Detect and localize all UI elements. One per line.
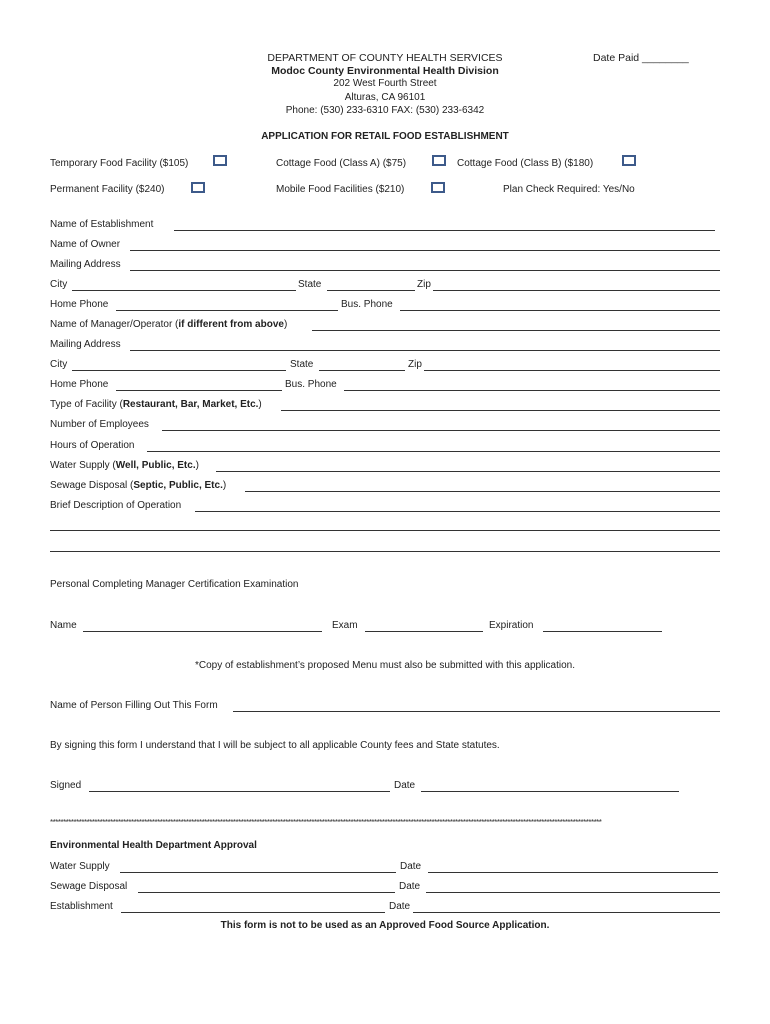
separator-stars: ******************************************************************************************************************************************************************************************************************* <box>50 818 602 827</box>
zip-label: Zip <box>417 279 431 290</box>
cottage-b-checkbox[interactable] <box>622 155 636 166</box>
approval-sewage-field[interactable] <box>138 892 395 893</box>
menu-note: *Copy of establishment’s proposed Menu must also be submitted with this application. <box>194 660 576 671</box>
approval-water-label: Water Supply <box>50 861 110 872</box>
description-label: Brief Description of Operation <box>50 500 182 511</box>
filler-field[interactable] <box>233 711 720 712</box>
form-title: APPLICATION FOR RETAIL FOOD ESTABLISHMENT <box>261 131 509 142</box>
approval-water-field[interactable] <box>120 872 396 873</box>
temporary-checkbox[interactable] <box>213 155 227 166</box>
street-address: 202 West Fourth Street <box>333 78 437 89</box>
cottage-a-label: Cottage Food (Class A) ($75) <box>276 158 407 169</box>
agreement-text: By signing this form I understand that I will be subject to all applicable County fees and State statutes. <box>50 740 500 751</box>
signed-date-field[interactable] <box>421 791 679 792</box>
city2-label: City <box>50 359 68 370</box>
date-paid: Date Paid ________ <box>593 52 689 64</box>
home-phone2-label: Home Phone <box>50 379 109 390</box>
sewage-field[interactable] <box>245 491 720 492</box>
employees-label: Number of Employees <box>50 419 149 430</box>
home-phone-label: Home Phone <box>50 299 109 310</box>
bus-phone-field[interactable] <box>400 310 720 311</box>
state-field[interactable] <box>327 290 415 291</box>
approval-establishment-label: Establishment <box>50 901 113 912</box>
state-label: State <box>298 279 322 290</box>
state2-field[interactable] <box>319 370 405 371</box>
bus-phone2-field[interactable] <box>344 390 720 391</box>
filler-label: Name of Person Filling Out This Form <box>50 700 218 711</box>
zip2-label: Zip <box>408 359 422 370</box>
bus-phone2-label: Bus. Phone <box>285 379 337 390</box>
permanent-label: Permanent Facility ($240) <box>50 184 165 195</box>
cottage-a-checkbox[interactable] <box>432 155 446 166</box>
department-title: DEPARTMENT OF COUNTY HEALTH SERVICES <box>267 52 503 64</box>
description-line-2[interactable] <box>50 530 720 531</box>
establishment-label: Name of Establishment <box>50 219 154 230</box>
home-phone-field[interactable] <box>116 310 338 311</box>
water-field[interactable] <box>216 471 720 472</box>
mobile-label: Mobile Food Facilities ($210) <box>276 184 405 195</box>
approval-establishment-date-label: Date <box>389 901 411 912</box>
hours-field[interactable] <box>147 451 720 452</box>
sewage-label: Sewage Disposal (Septic, Public, Etc.) <box>50 480 227 491</box>
manager-label: Name of Manager/Operator (if different from above) <box>50 319 288 330</box>
approval-sewage-date-field[interactable] <box>426 892 720 893</box>
cottage-b-label: Cottage Food (Class B) ($180) <box>457 158 594 169</box>
description-line-3[interactable] <box>50 551 720 552</box>
zip2-field[interactable] <box>424 370 720 371</box>
approval-heading: Environmental Health Department Approval <box>50 840 257 851</box>
water-label: Water Supply (Well, Public, Etc.) <box>50 460 199 471</box>
approval-establishment-field[interactable] <box>121 912 385 913</box>
approval-sewage-label: Sewage Disposal <box>50 881 128 892</box>
permanent-checkbox[interactable] <box>191 182 205 193</box>
employees-field[interactable] <box>162 430 720 431</box>
cert-expiration-field[interactable] <box>543 631 662 632</box>
facility-type-field[interactable] <box>281 410 720 411</box>
owner-label: Name of Owner <box>50 239 121 250</box>
certification-heading: Personal Completing Manager Certification Examination <box>50 579 299 590</box>
facility-type-label: Type of Facility (Restaurant, Bar, Market, Etc.) <box>50 399 262 410</box>
cert-expiration-label: Expiration <box>489 620 534 631</box>
mailing2-field[interactable] <box>130 350 720 351</box>
hours-label: Hours of Operation <box>50 440 135 451</box>
approval-water-date-field[interactable] <box>428 872 718 873</box>
city-field[interactable] <box>72 290 296 291</box>
footer-note: This form is not to be used as an Approved Food Source Application. <box>220 920 550 931</box>
zip-field[interactable] <box>433 290 720 291</box>
description-field[interactable] <box>195 511 720 512</box>
approval-sewage-date-label: Date <box>399 881 421 892</box>
establishment-field[interactable] <box>174 230 715 231</box>
mailing-label: Mailing Address <box>50 259 121 270</box>
cert-name-label: Name <box>50 620 77 631</box>
mailing-field[interactable] <box>130 270 720 271</box>
mobile-checkbox[interactable] <box>431 182 445 193</box>
cert-exam-field[interactable] <box>365 631 483 632</box>
cert-name-field[interactable] <box>83 631 322 632</box>
mailing2-label: Mailing Address <box>50 339 121 350</box>
division-title: Modoc County Environmental Health Division <box>271 65 499 77</box>
approval-establishment-date-field[interactable] <box>413 912 720 913</box>
city-address: Alturas, CA 96101 <box>344 92 426 103</box>
manager-field[interactable] <box>312 330 720 331</box>
signed-date-label: Date <box>394 780 416 791</box>
cert-exam-label: Exam <box>332 620 358 631</box>
city-label: City <box>50 279 68 290</box>
state2-label: State <box>290 359 314 370</box>
plan-check-label: Plan Check Required: Yes/No <box>503 184 635 195</box>
approval-water-date-label: Date <box>400 861 422 872</box>
phone-fax: Phone: (530) 233-6310 FAX: (530) 233-6342 <box>285 105 485 116</box>
owner-field[interactable] <box>130 250 720 251</box>
home-phone2-field[interactable] <box>116 390 282 391</box>
temporary-label: Temporary Food Facility ($105) <box>50 158 189 169</box>
signature-field[interactable] <box>89 791 390 792</box>
bus-phone-label: Bus. Phone <box>341 299 393 310</box>
city2-field[interactable] <box>72 370 286 371</box>
signed-label: Signed <box>50 780 82 791</box>
